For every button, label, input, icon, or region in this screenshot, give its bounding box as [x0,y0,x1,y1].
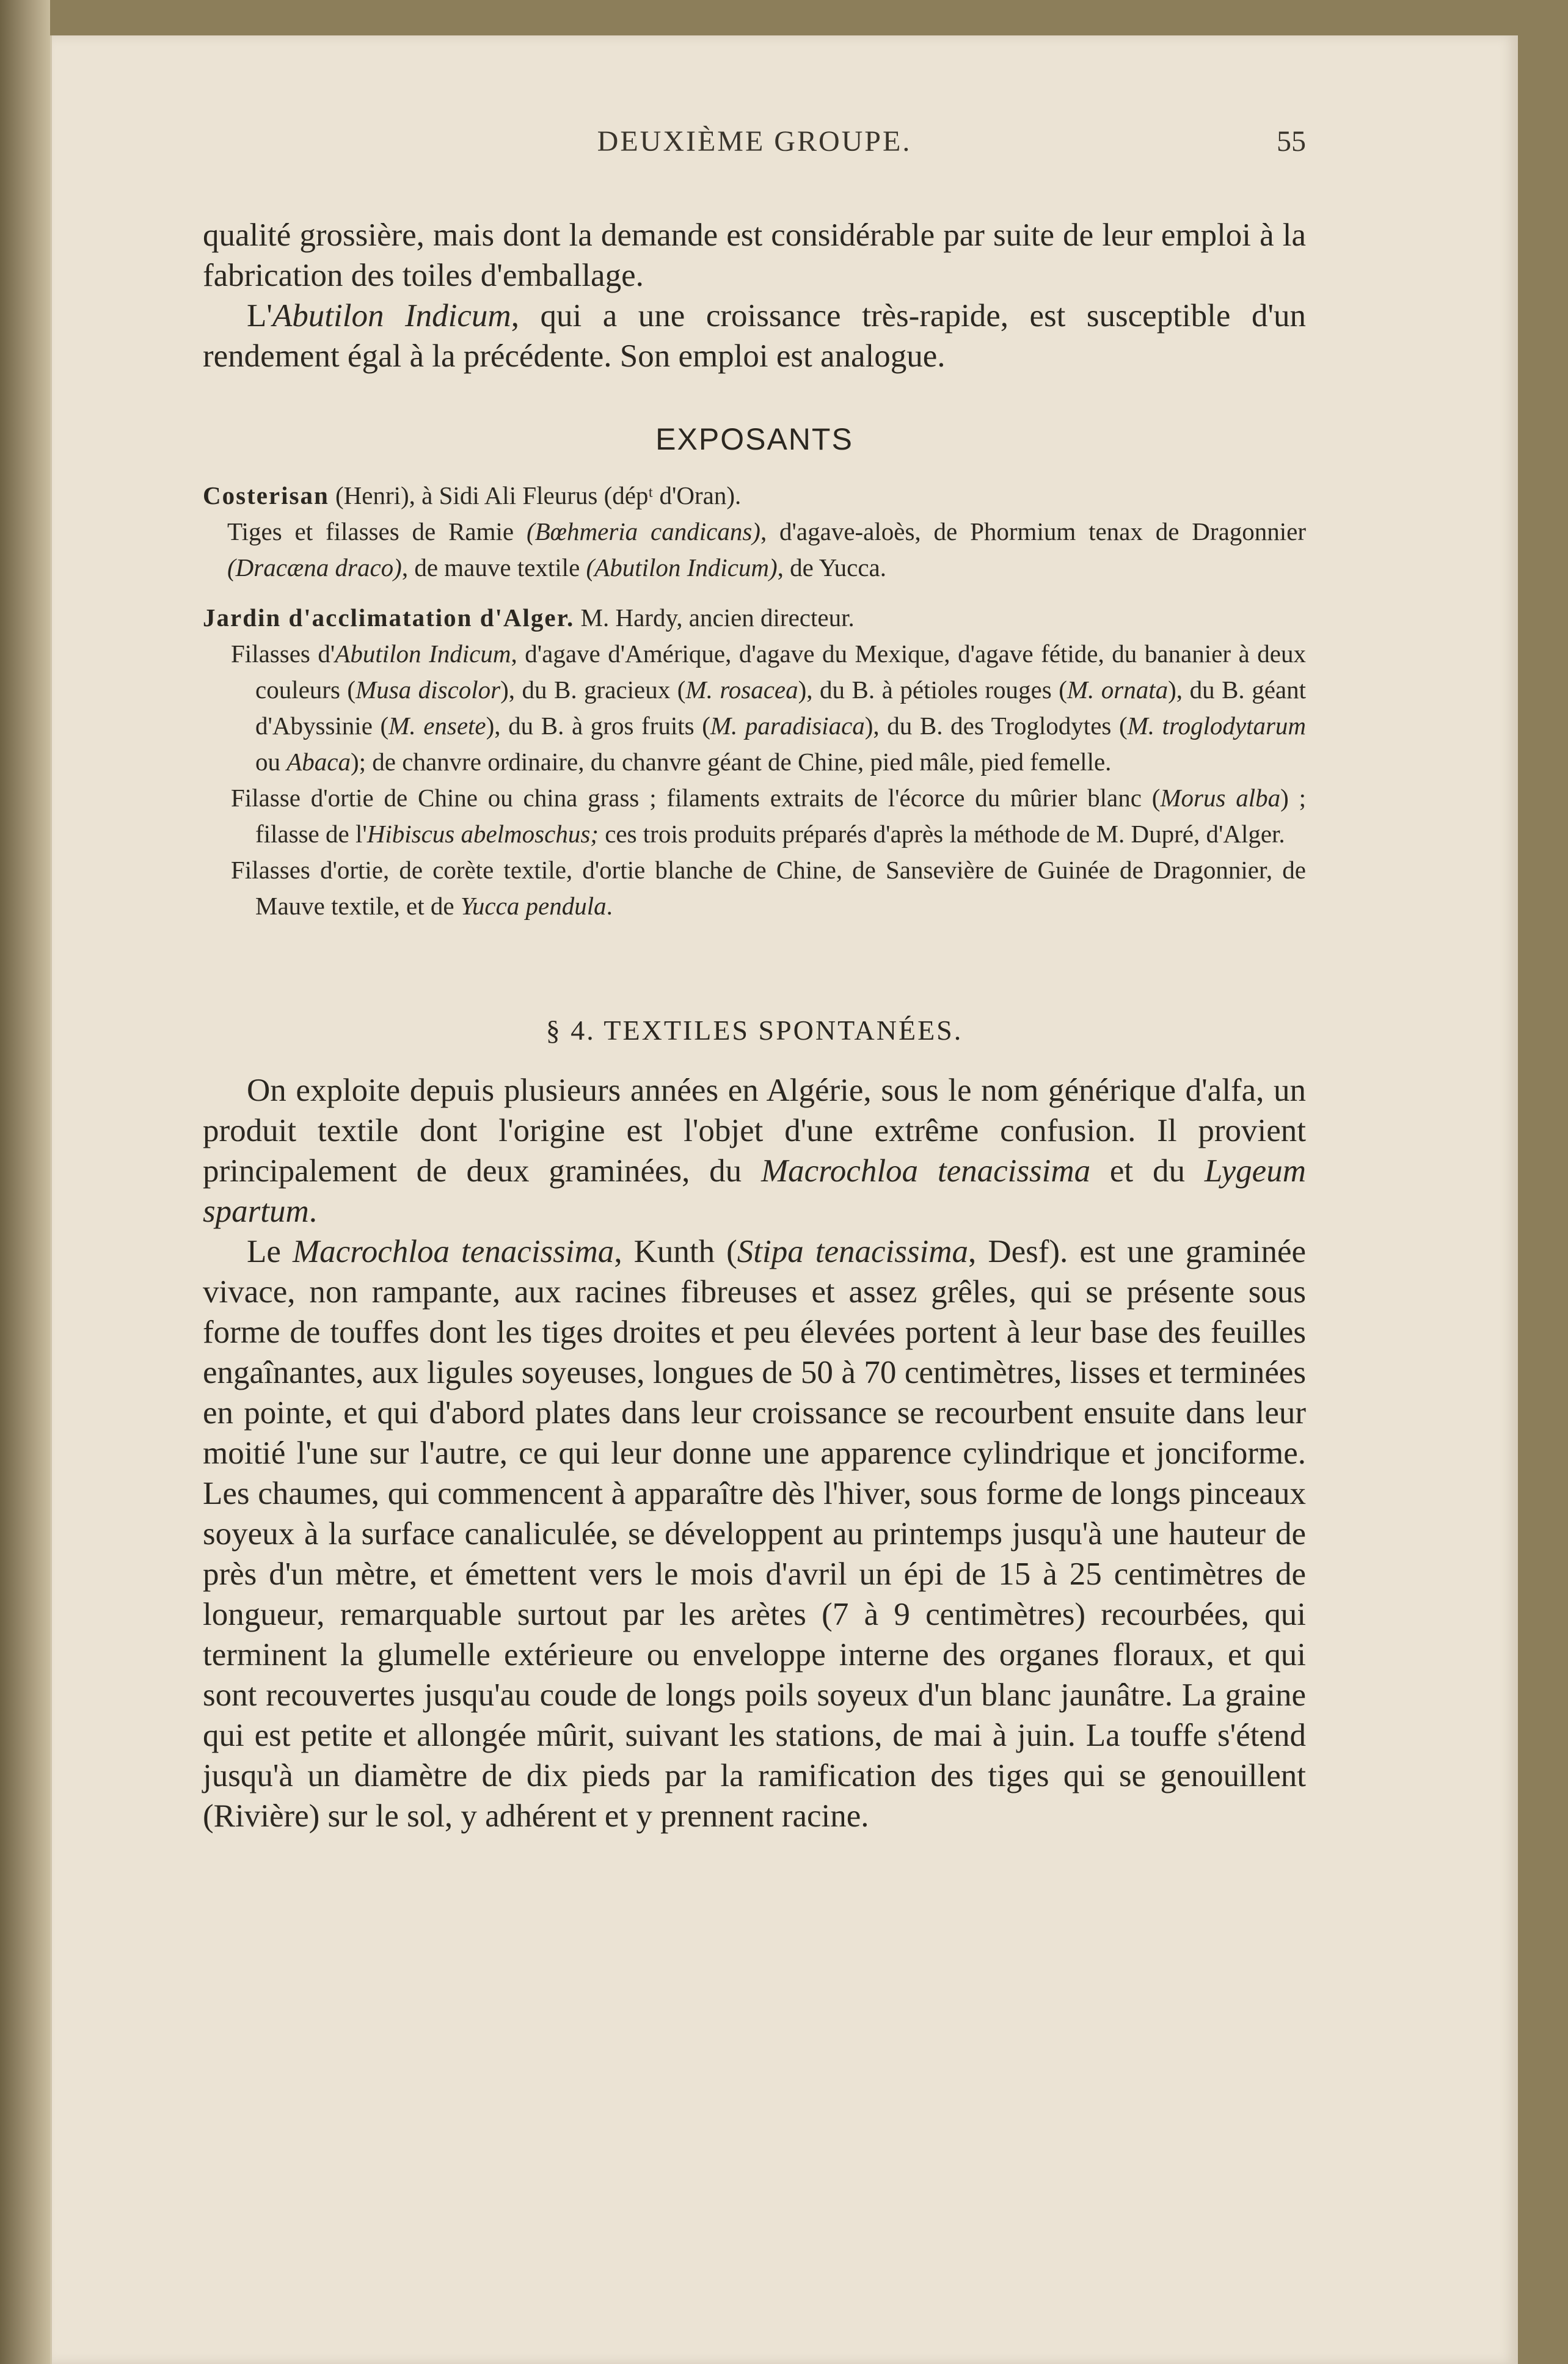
body-paragraph-1: On exploite depuis plusieurs années en Algérie, sous le nom générique d'alfa, un produit textile dont l'origine est l'objet d'une extrême confusion. Il provient principalement de deux graminées, du Macrochloa tenacissima et du Lygeum spartum. [203,1073,1306,1229]
exhibitor-entry: Costerisan (Henri), à Sidi Ali Fleurus (dépᵗ d'Oran). [203,481,742,509]
section-heading: § 4. TEXTILES SPONTANÉES. [545,1015,963,1046]
page-number: 55 [1277,125,1306,158]
exposants-heading: EXPOSANTS [655,422,853,456]
exhibitor-name: Costerisan [203,481,329,509]
exhibitor-costerisan [203,478,1306,586]
exhibitor-products-2: Filasse d'ortie de Chine ou china grass ; filaments extraits de l'écorce du mûrier blanc (Morus alba) ; filasse de l'Hibiscus abelmoschus; ces trois produits préparés d'après la méthode de M. Dupré, d'Alger. [231,784,1306,848]
running-title: DEUXIÈME GROUPE. [597,125,912,158]
body-paragraph-2: Le Macrochloa tenacissima, Kunth (Stipa tenacissima, Desf). est une graminée vivace, non rampante, aux racines fibreuses et assez grêles, qui se présente sous forme de touffes dont les tiges droites et peu élevées portent à leur base des feuilles engaînantes, aux ligules soyeuses, longues de 50 à 70 centimètres, lisses et terminées en pointe, et qui d'abord plates dans leur croissance se recourbent ensuite dans leur moitié l'une sur l'autre, ce qui leur donne une apparence cylindrique et jonciforme. Les chaumes, qui commencent à apparaître dès l'hiver, sous forme de longs pinceaux soyeux à la surface canaliculée, se développent au printemps jusqu'à une hauteur de près d'un mètre, et émettent vers le mois d'avril un épi de 15 à 25 centimètres de longueur, remarquable surtout par les arètes (7 à 9 centimètres) recourbées, qui terminent la glumelle extérieure ou enveloppe interne des organes floraux, et qui sont recouvertes jusqu'au coude de longs poils soyeux d'un blanc jaunâtre. La graine qui est petite et allongée mûrit, suivant les stations, de mai à juin. La touffe s'étend jusqu'à un diamètre de dix pieds par la ramification des tiges qui se genouillent (Rivière) sur le sol, y adhérent et y prennent racine. [203,1234,1306,1834]
exhibitor-products-3: Filasses d'ortie, de corète textile, d'ortie blanche de Chine, de Sansevière de Guinée de Dragonnier, de Mauve textile, et de Yucca pendula. [231,856,1306,920]
exhibitor-products-1: Filasses d'Abutilon Indicum, d'agave d'Amérique, d'agave du Mexique, d'agave fétide, du bananier à deux couleurs (Musa discolor), du B. gracieux (M. rosacea), du B. à pétioles rouges (M. ornata), du B. géant d'Abyssinie (M. ensete), du B. à gros fruits (M. paradisiaca), du B. des Troglodytes (M. troglodytarum ou Abaca); de chanvre ordinaire, du chanvre géant de Chine, pied mâle, pied femelle. [231,640,1307,776]
exhibitor-name: Jardin d'acclimatation d'Alger. [203,604,575,632]
intro-block [203,215,1306,376]
exhibitor-jardin [203,600,1306,924]
intro-paragraph-1: qualité grossière, mais dont la demande est considérable par suite de leur emploi à la fabrication des toiles d'emballage. [203,217,1306,293]
exhibitor-products: Tiges et filasses de Ramie (Bœhmeria candicans), d'agave-aloès, de Phormium tenax de Dragonnier (Dracæna draco), de mauve textile (Abutilon Indicum), de Yucca. [227,517,1307,582]
scan-left-edge [0,0,50,2364]
running-header [203,125,1306,167]
exhibitor-entry: Jardin d'acclimatation d'Alger. M. Hardy, ancien directeur. [203,604,855,632]
main-body [203,1070,1306,1836]
intro-paragraph-2: L'Abutilon Indicum, qui a une croissance très-rapide, est susceptible d'un rendement égal à la précédente. Son emploi est analogue. [203,298,1306,374]
